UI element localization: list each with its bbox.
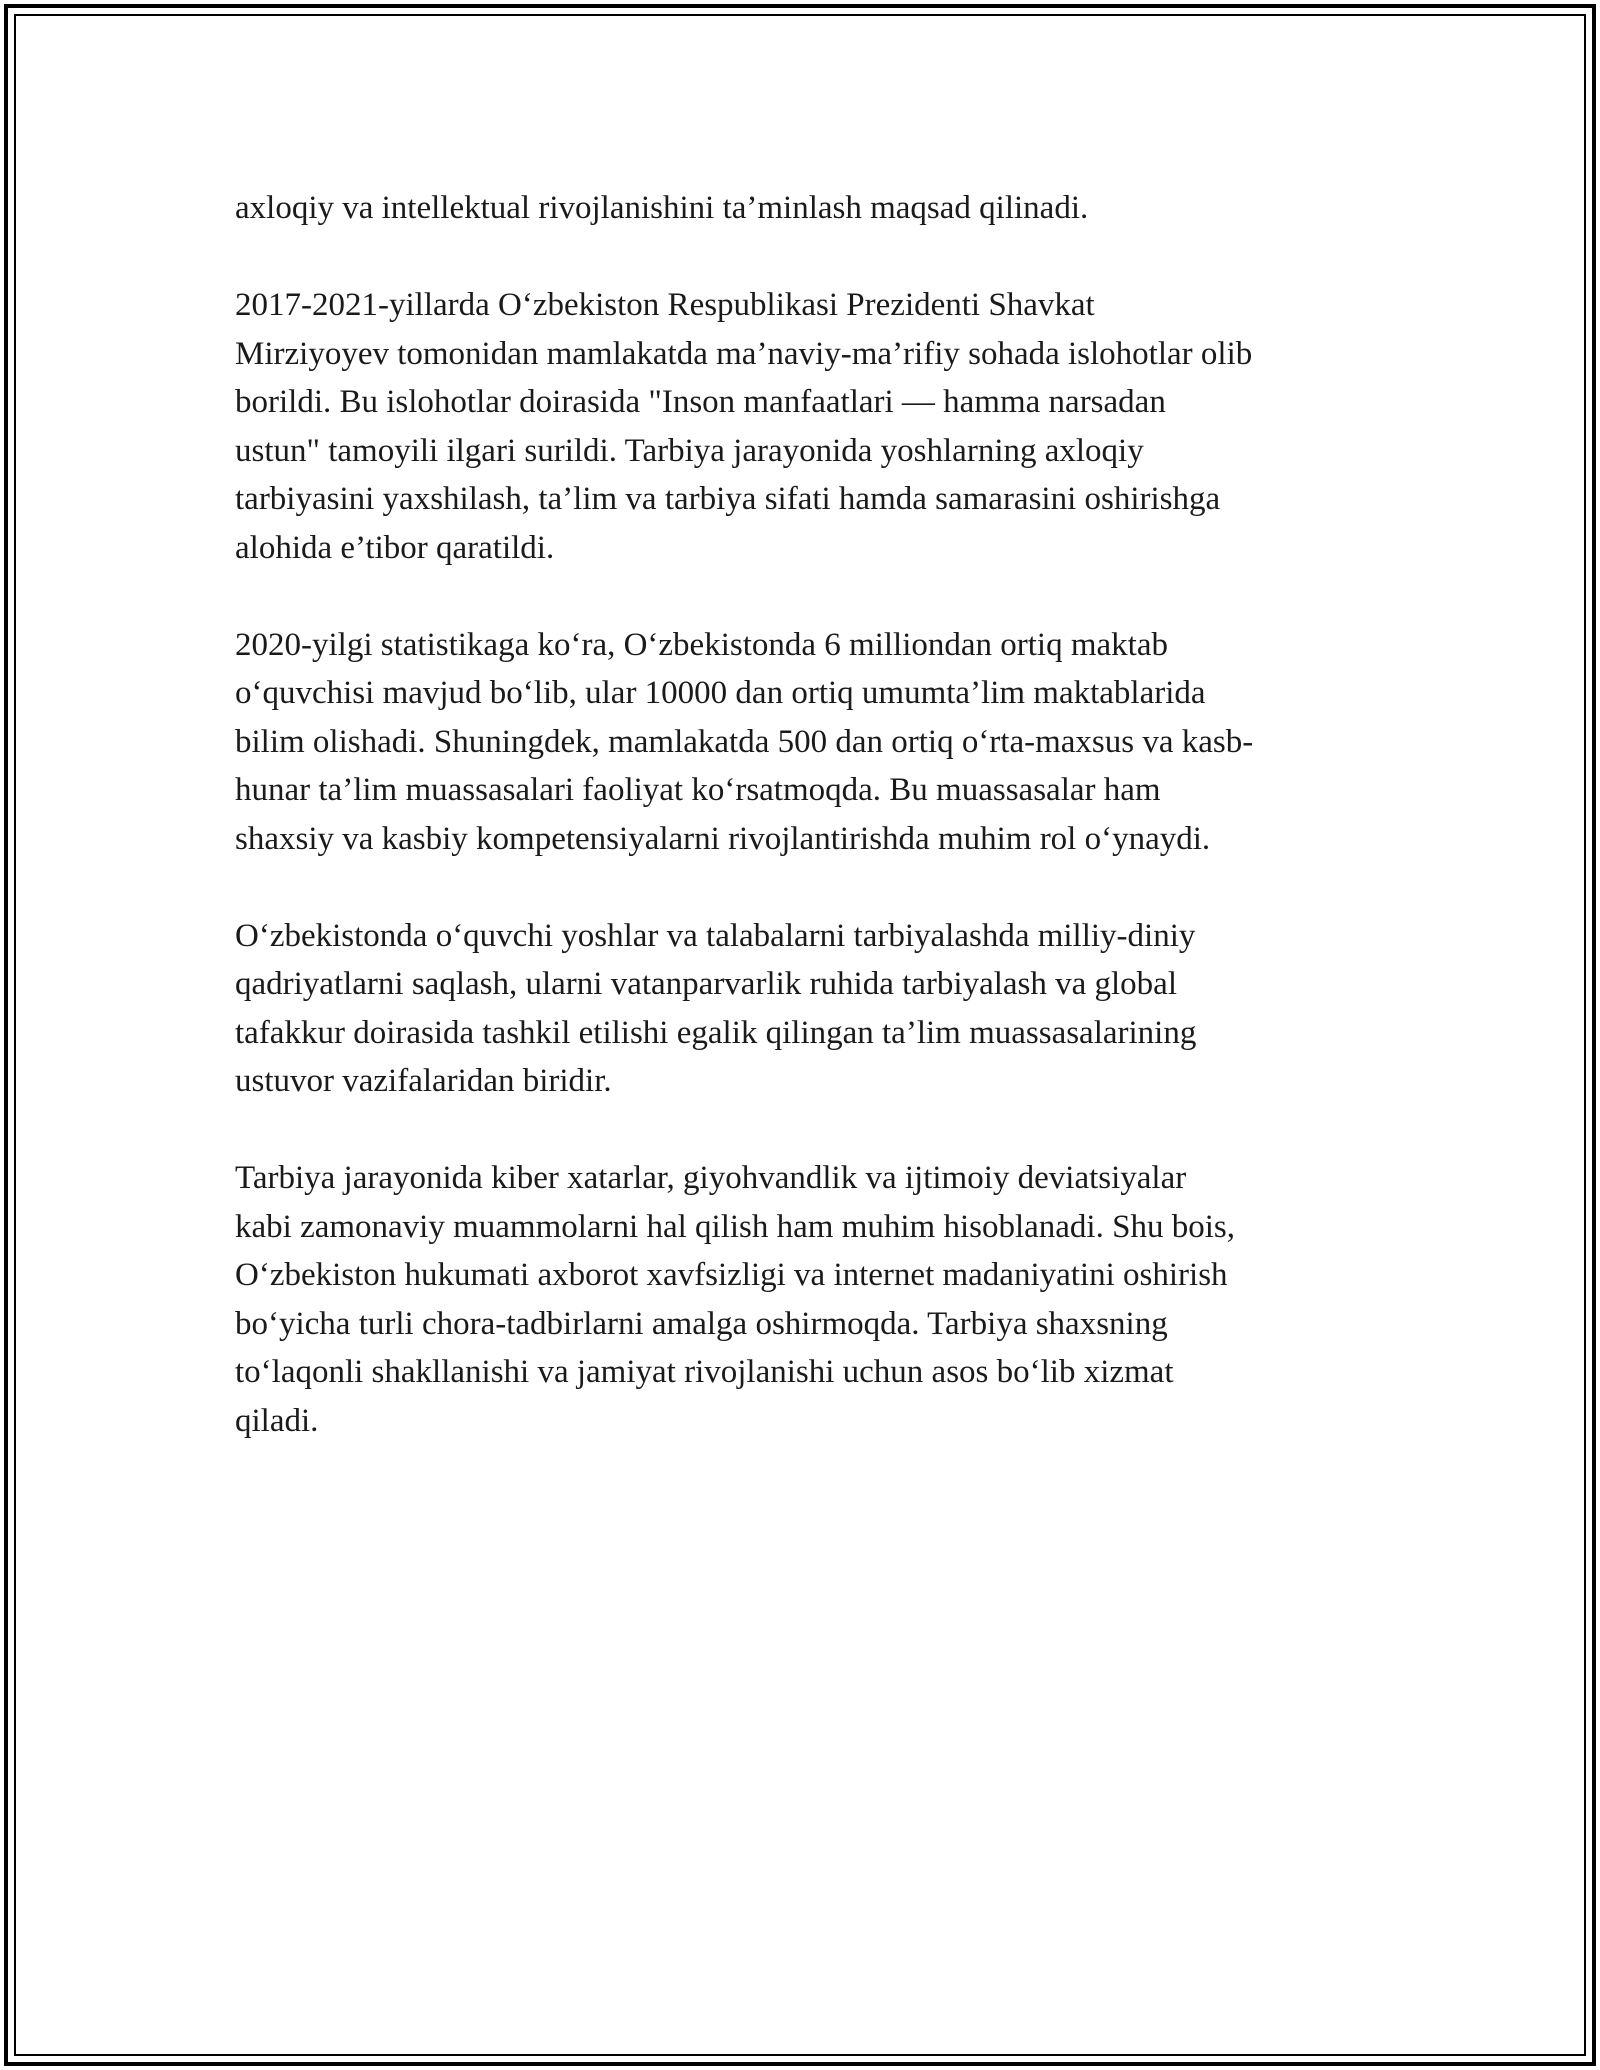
paragraph-modern-problems: Tarbiya jarayonida kiber xatarlar, giyohvandlik va ijtimoiy deviatsiyalar kabi zamonaviy muammolarni hal qilish ham muhim hisoblanadi. Shu bois, O‘zbekiston hukumati axborot xavfsizligi va internet madaniyatini oshirish bo‘yicha turli chora-tadbirlarni amalga oshirmoqda. Tarbiya shaxsning to‘laqonli shakllanishi va jamiyat rivojlanishi uchun asos bo‘lib xizmat qiladi. [235,1160,1235,1439]
document-body [235,184,1385,1445]
paragraph-statistics: 2020-yilgi statistikaga ko‘ra, O‘zbekistonda 6 milliondan ortiq maktab o‘quvchisi mavjud bo‘lib, ular 10000 dan ortiq umumta’lim maktablarida bilim olishadi. Shuningdek, mamlakatda 500 dan ortiq o‘rta-maxsus va kasb- hunar ta’lim muassasalari faoliyat ko‘rsatmoqda. Bu muassasalar ham shaxsiy va kasbiy kompetensiyalarni rivojlantirishda muhim rol o‘ynaydi. [235,626,1254,857]
paragraph-intro-continuation: axloqiy va intellektual rivojlanishini ta’minlash maqsad qilinadi. [235,190,1089,226]
paragraph-reforms: 2017-2021-yillarda O‘zbekiston Respublikasi Prezidenti Shavkat Mirziyoyev tomonidan mamlakatda ma’naviy-ma’rifiy sohada islohotlar olib borildi. Bu islohotlar doirasida "Inson manfaatlari — hamma narsadan ustun" tamoyili ilgari surildi. Tarbiya jarayonida yoshlarning axloqiy tarbiyasini yaxshilash, ta’lim va tarbiya sifati hamda samarasini oshirishga alohida e’tibor qaratildi. [235,287,1253,566]
paragraph-values: O‘zbekistonda o‘quvchi yoshlar va talabalarni tarbiyalashda milliy-diniy qadriyatlarni saqlash, ularni vatanparvarlik ruhida tarbiyalash va global tafakkur doirasida tashkil etilishi egalik qilingan ta’lim muassasalarining ustuvor vazifalaridan biridir. [235,917,1197,1099]
